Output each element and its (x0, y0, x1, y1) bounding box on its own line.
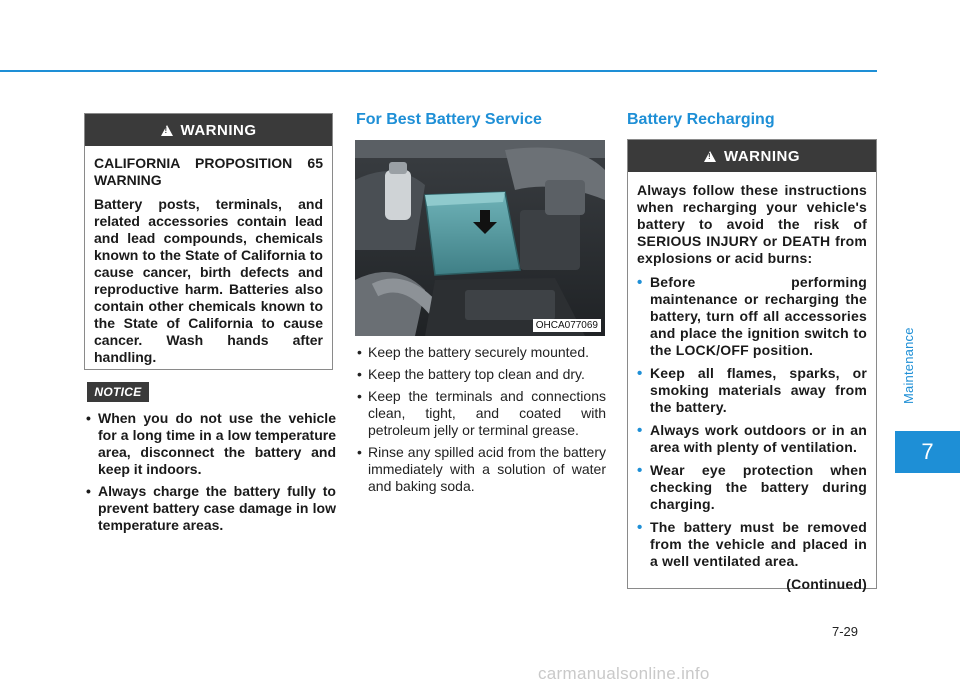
warning-body (628, 172, 876, 603)
engine-bay-photo (355, 140, 605, 336)
continued-label: (Continued) (786, 576, 867, 592)
warning-title: CALIFORNIA PROPOSITION 65 WARNING (94, 155, 323, 188)
notice-list (84, 410, 336, 539)
warning-header (85, 114, 332, 146)
warning-text: Battery posts, terminals, and related accessories contain lead and lead compounds, chemicals known to the State of California to cause cancer, birth defects and reproductive harm. Batteries also contain other chemicals known to the State of California to cause cancer. Wash hands after handling. (94, 196, 323, 365)
california-warning-box (84, 113, 333, 370)
bullet-icon: • (637, 462, 643, 479)
chapter-label-text: Maintenance (901, 327, 916, 404)
recharging-warning-box (627, 139, 877, 592)
list-item (637, 462, 867, 513)
watermark: carmanualsonline.info (538, 664, 710, 683)
warning-intro: Always follow these instructions when recharging your vehicle's battery to avoid the risk of SERIOUS INJURY or DEATH from explosions or acid burns: (637, 182, 867, 266)
list-item-text: Keep all flames, sparks, or smoking materials away from the battery. (650, 365, 867, 415)
bullet-icon: • (637, 365, 643, 382)
list-item: • Keep the terminals and connections clean, tight, and coated with petroleum jelly or terminal grease. (356, 388, 606, 439)
list-item-text: Before performing maintenance or recharging the battery, turn off all accessories and place the ignition switch to the LOCK/OFF position. (650, 274, 867, 358)
list-item: • Keep the battery securely mounted. (356, 344, 606, 361)
chapter-label (898, 327, 922, 420)
bullet-icon: • (637, 519, 643, 536)
warning-header-label: WARNING (180, 121, 257, 139)
bullet-icon: • (637, 422, 643, 439)
list-item-text: Wear eye protection when checking the battery during charging. (650, 462, 867, 512)
section-title-recharging: Battery Recharging (627, 111, 775, 128)
list-item: • Rinse any spilled acid from the battery immediately with a solution of water and baking soda. (356, 444, 606, 495)
notice-badge: NOTICE (87, 382, 149, 402)
best-service-list (356, 344, 606, 500)
list-item (637, 365, 867, 416)
list-item (637, 519, 867, 570)
list-item-text: Always work outdoors or in an area with plenty of ventilation. (650, 422, 867, 455)
warning-list (637, 274, 867, 570)
warning-body (85, 146, 332, 383)
image-code: OHCA077069 (533, 319, 601, 332)
notice-item: • When you do not use the vehicle for a long time in a low temperature area, disconnect the battery and keep it indoors. (84, 410, 336, 478)
notice-item: • Always charge the battery fully to prevent battery case damage in low temperature areas. (84, 483, 336, 534)
list-item (637, 422, 867, 456)
list-item (637, 274, 867, 359)
list-item: • Keep the battery top clean and dry. (356, 366, 606, 383)
page-number: 7-29 (832, 624, 859, 639)
section-title-best-service: For Best Battery Service (356, 111, 542, 128)
engine-bay-illustration (355, 140, 605, 336)
warning-header (628, 140, 876, 172)
warning-header-label: WARNING (724, 147, 800, 165)
header-rule (0, 70, 877, 72)
warning-triangle-icon (161, 125, 173, 136)
list-item-text: The battery must be removed from the vehicle and placed in a well ventilated area. (650, 519, 867, 569)
bullet-icon: • (637, 274, 643, 291)
warning-triangle-icon (704, 151, 716, 162)
chapter-number-tab: 7 (895, 431, 960, 473)
